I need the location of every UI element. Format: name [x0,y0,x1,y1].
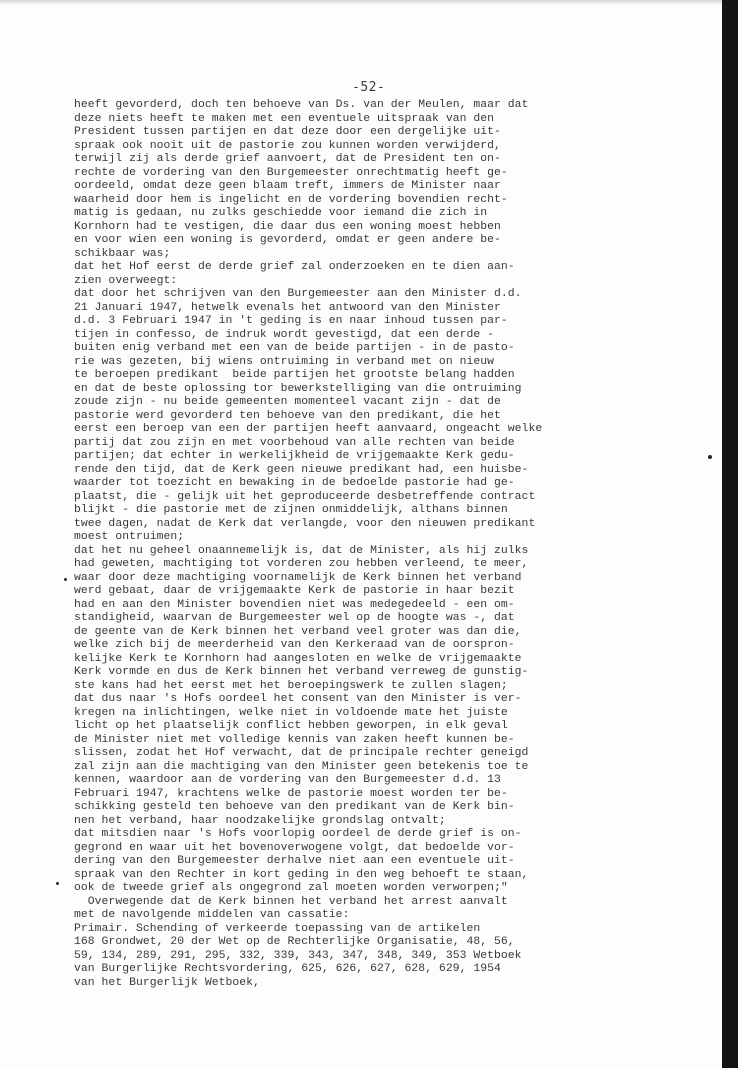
text-line: deze niets heeft te maken met een eventuele uitspraak van den [74,112,495,125]
text-line: ste kans had het eerst met het beroepingswerk te zullen slagen; [74,679,508,692]
text-line: pastorie werd gevorderd ten behoeve van den predikant, die het [74,409,501,422]
text-line: met de navolgende middelen van cassatie: [74,909,350,921]
text-line: licht op het plaatselijk conflict hebben geworpen, in elk geval [74,720,508,732]
text-line: nen het verband, haar noodzakelijke grondslag ontvalt; [74,814,446,827]
text-line: terwijl zij als derde grief aanvoert, dat de President ten on- [74,153,501,165]
text-line: van Burgerlijke Rechtsvordering, 625, 626, 627, 628, 629, 1954 [74,963,501,975]
text-line: de geente van de Kerk binnen het verband veel groter was dan die, [74,625,522,638]
text-line: buiten enig verband met een van de beide partijen - in de pasto- [74,342,515,354]
page-number: -52- [352,80,386,95]
text-line: ook de tweede grief als ongegrond zal moeten worden verworpen;" [74,882,508,894]
text-line: partijen; dat echter in werkelijkheid de vrijgemaakte Kerk gedu- [74,450,515,462]
scan-speck-lower-left [56,882,59,885]
text-line: dat het nu geheel onaannemelijk is, dat de Minister, als hij zulks [74,544,529,557]
text-line: Februari 1947, krachtens welke de pastorie moest worden ter be- [74,787,508,800]
text-line: Overwegende dat de Kerk binnen het verband het arrest aanvalt [74,895,508,908]
page-top-edge [0,0,738,5]
text-line: zal zijn aan die machtiging van den Minister geen betekenis toe te [74,760,529,773]
text-line: dat mitsdien naar 's Hofs voorlopig oordeel de derde grief is on- [74,828,522,840]
text-line: blijkt - die pastorie met de zijnen onmiddelijk, althans binnen [74,504,508,516]
scan-border-right [722,0,738,1068]
text-line: en voor wien een woning is gevorderd, omdat er geen andere be- [74,234,501,246]
text-line: gegrond en waar uit het bovenoverwogene volgt, dat bedoelde vor- [74,841,515,854]
text-line: matig is gedaan, nu zulks geschiedde voor iemand die zich in [74,207,488,219]
text-line: spraak van den Rechter in kort geding in den weg behoeft te staan, [74,868,529,881]
text-line: welke zich bij de meerderheid van den Kerkeraad van de oorspron- [74,639,515,651]
text-line: 168 Grondwet, 20 der Wet op de Rechterlijke Organisatie, 48, 56, [74,936,515,948]
text-line: had en aan den Minister bovendien niet was medegedeeld - een om- [74,598,515,611]
text-line: kennen, waardoor aan de vordering van den Burgemeester d.d. 13 [74,774,501,786]
text-line: moest ontruimen; [74,531,185,543]
text-line: eerst een beroep van een der partijen heeft aanvaard, ongeacht welke [74,423,543,435]
text-line: partij dat zou zijn en met voorbehoud van alle rechten van beide [74,436,515,449]
text-line: tijen in confesso, de indruk wordt gevestigd, dat een derde - [74,328,495,341]
scan-speck-right [708,455,712,459]
text-line: zoude zijn - nu beide gemeenten momenteel vacant zijn - dat de [74,396,501,408]
text-line: Kerk vormde en dus de Kerk binnen het verband verreweg de gunstig- [74,666,529,678]
text-line: oordeeld, omdat deze geen blaam treft, immers de Minister naar [74,180,501,192]
text-line: twee dagen, nadat de Kerk dat verlangde, voor den nieuwen predikant [74,517,536,530]
text-line: spraak ook nooit uit de pastorie zou kunnen worden verwijderd, [74,139,501,152]
text-line: waarheid door hem is ingelicht en de vordering bovendien recht- [74,193,508,206]
text-line: Primair. Schending of verkeerde toepassing van de artikelen [74,922,481,935]
text-line: dat het Hof eerst de derde grief zal onderzoeken en te dien aan- [74,261,515,273]
text-line: dat dus naar 's Hofs oordeel het consent van den Minister is ver- [74,693,522,705]
text-line: dat door het schrijven van den Burgemeester aan den Minister d.d. [74,288,522,300]
text-line: 59, 134, 289, 291, 295, 332, 339, 343, 347, 348, 349, 353 Wetboek [74,949,522,962]
text-line: werd gebaat, daar de vrijgemaakte Kerk de pastorie in haar bezit [74,585,515,597]
text-line: Kornhorn had te vestigen, die daar dus een woning moest hebben [74,220,501,233]
text-line: 21 Januari 1947, hetwelk evenals het antwoord van den Minister [74,301,501,314]
text-line: plaatst, die - gelijk uit het geproduceerde desbetreffende contract [74,490,536,503]
text-line: dering van den Burgemeester derhalve niet aan een eventuele uit- [74,855,515,867]
text-line: heeft gevorderd, doch ten behoeve van Ds. van der Meulen, maar dat [74,99,529,111]
text-line: had geweten, machtiging tot vorderen zou hebben verleend, te meer, [74,558,529,570]
text-line: zien overweegt: [74,274,178,287]
text-line: rechte de vordering van den Burgemeester onrechtmatig heeft ge- [74,166,508,179]
scan-speck-left [64,578,67,581]
text-line: standigheid, waarvan de Burgemeester wel op de hoogte was -, dat [74,612,515,624]
text-line: rende den tijd, dat de Kerk geen nieuwe predikant had, een huisbe- [74,463,529,476]
text-line: de Minister niet met volledige kennis van zaken heeft kunnen be- [74,733,515,746]
text-line: kelijke Kerk te Kornhorn had aangesloten en welke de vrijgemaakte [74,652,522,665]
text-line: schikking gesteld ten behoeve van den predikant van de Kerk bin- [74,801,515,813]
text-line: d.d. 3 Februari 1947 in 't geding is en naar inhoud tussen par- [74,315,508,327]
text-line: slissen, zodat het Hof verwacht, dat de principale rechter geneigd [74,747,529,759]
text-line: van het Burgerlijk Wetboek, [74,976,260,989]
text-line: en dat de beste oplossing tor bewerkstelliging van die ontruiming [74,382,522,395]
text-line: te beroepen predikant beide partijen het grootste belang hadden [74,369,515,381]
text-line: schikbaar was; [74,247,171,260]
text-line: waar door deze machtiging voornamelijk de Kerk binnen het verband [74,571,522,584]
text-line: rie was gezeten, bij wiens ontruiming in verband met on nieuw [74,355,495,368]
text-line: kregen na inlichtingen, welke niet in voldoende mate het juiste [74,706,508,719]
text-line: waarder tot toezicht en bewaking in de bedoelde pastorie had ge- [74,477,515,489]
body-text [74,99,694,990]
text-line: President tussen partijen en dat deze door een dergelijke uit- [74,126,501,138]
